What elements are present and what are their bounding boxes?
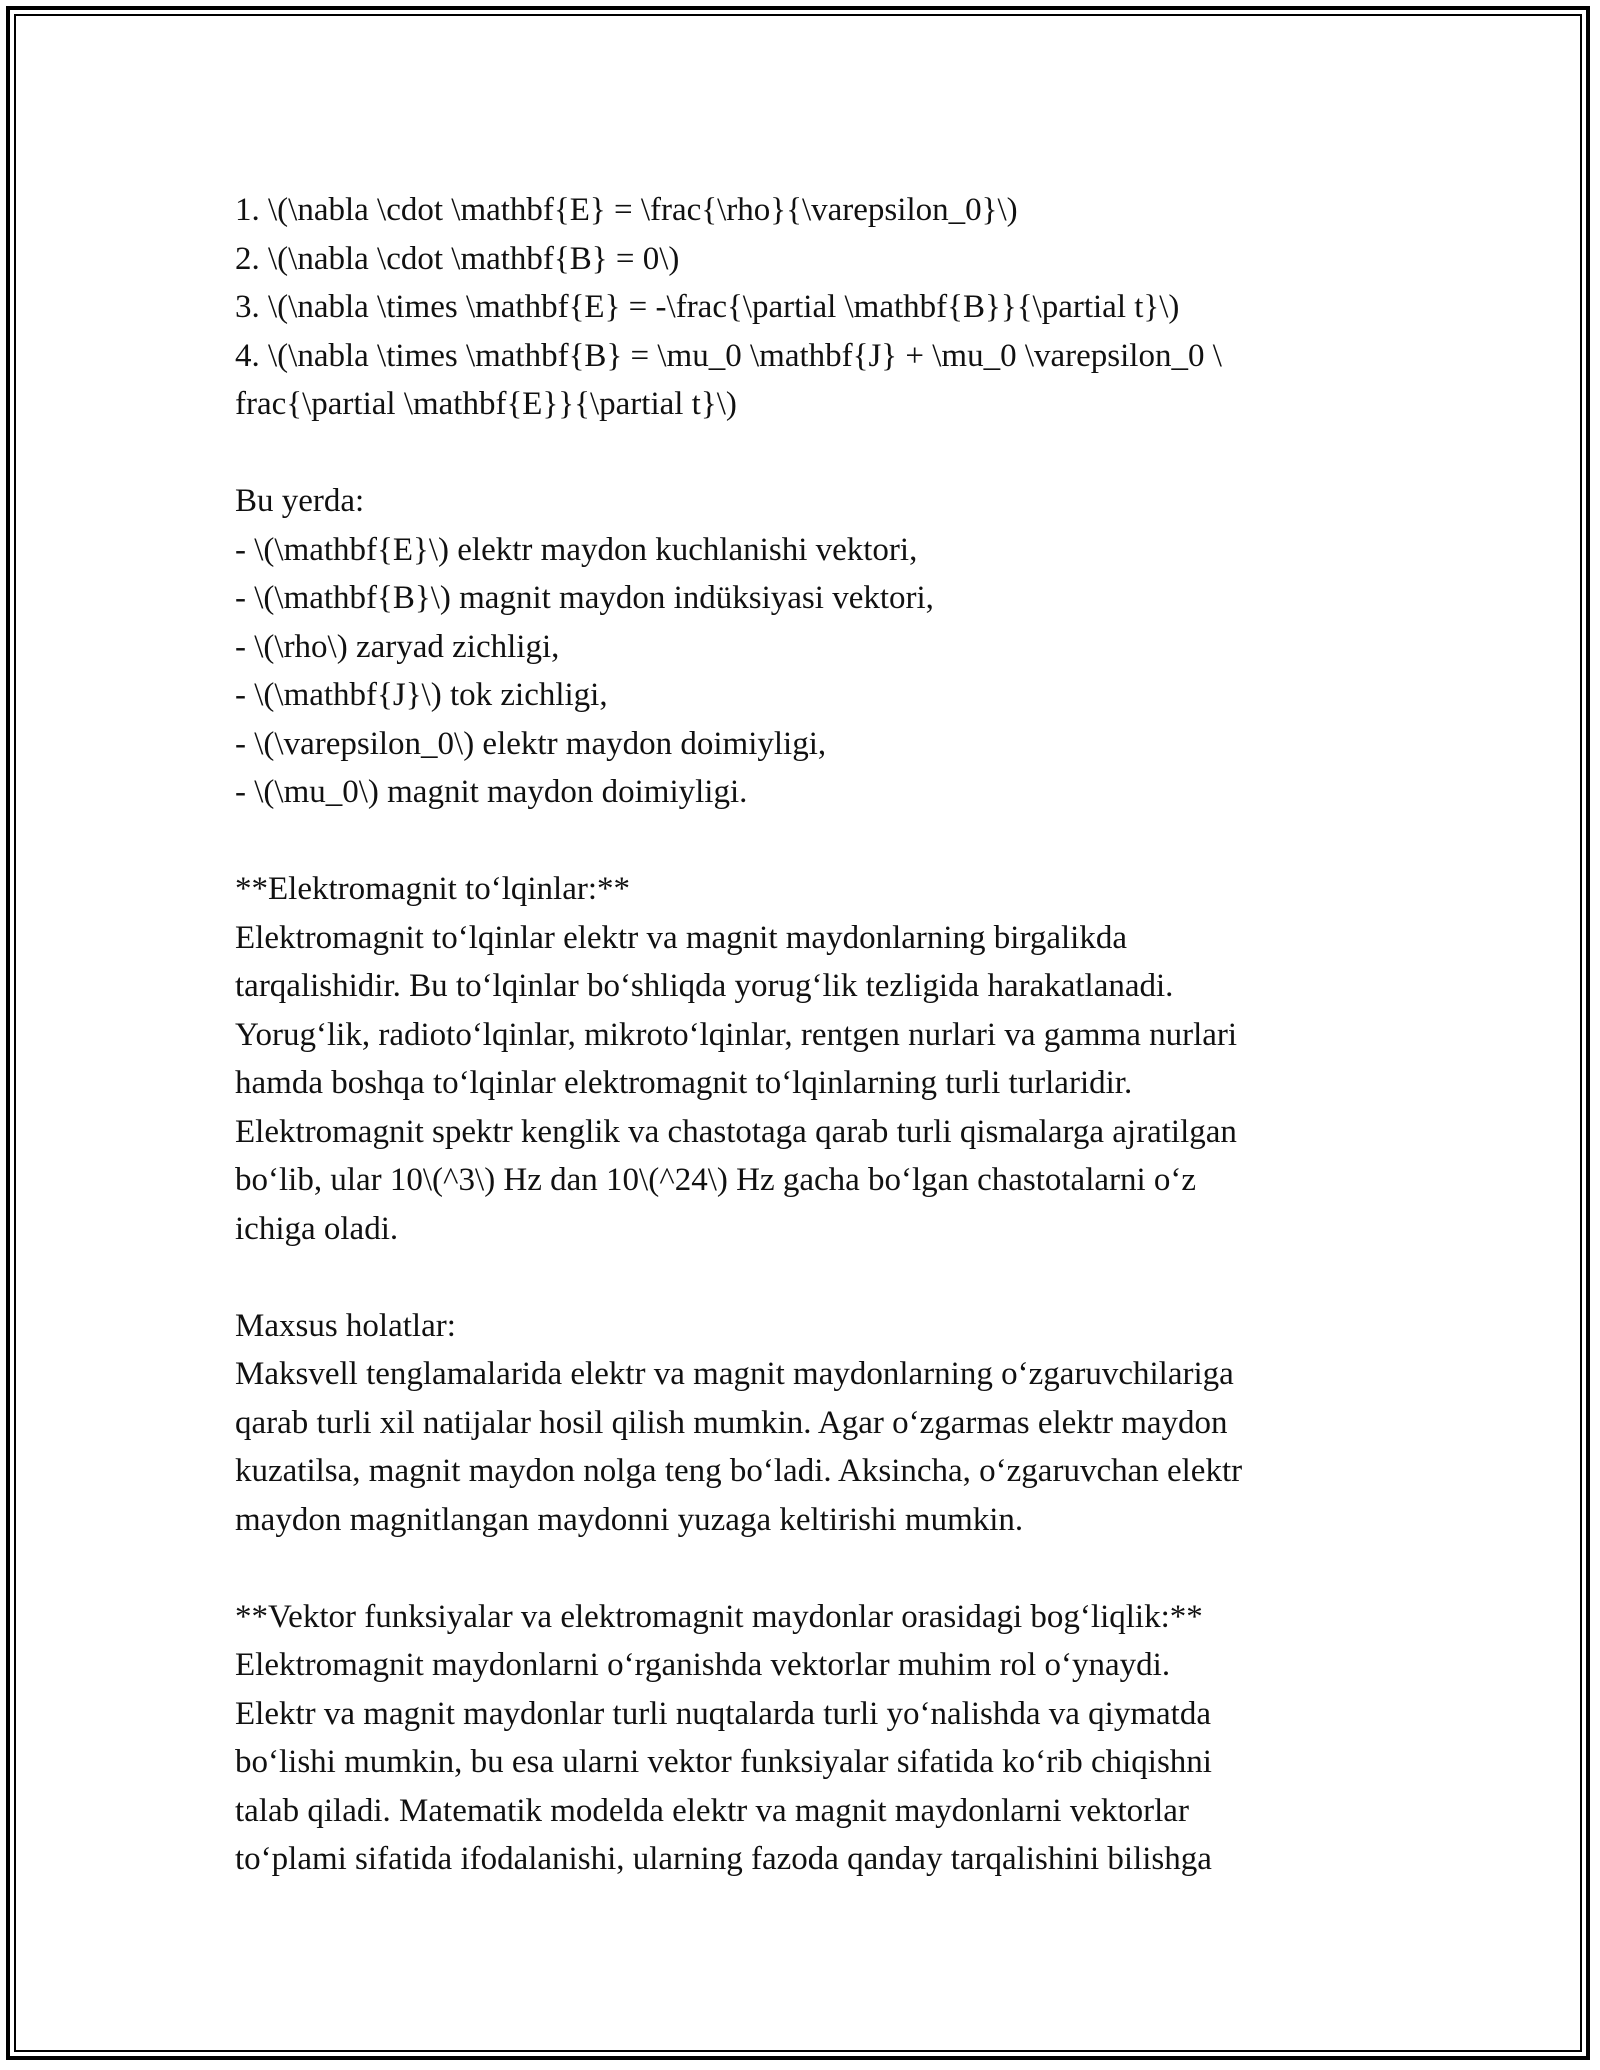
paragraph-spacer — [235, 817, 1375, 866]
definition-item: - \(\mathbf{J}\) tok zichligi, — [235, 677, 608, 713]
waves-section — [235, 865, 1375, 1253]
paragraph-spacer — [235, 1253, 1375, 1302]
paragraph-line: Elektromagnit spektr kenglik va chastotaga qarab turli qismalarga ajratilgan — [235, 1113, 1237, 1150]
paragraph-line: bo‘lib, ular 10\(^3\) Hz dan 10\(^24\) Hz gacha bo‘lgan chastotalarni o‘z — [235, 1162, 1197, 1198]
definitions-block — [235, 477, 1375, 817]
definition-item: - \(\mathbf{E}\) elektr maydon kuchlanishi vektori, — [235, 531, 918, 568]
paragraph-line: Elektromagnit maydonlarni o‘rganishda vektorlar muhim rol o‘ynaydi. — [235, 1647, 1171, 1683]
equations-block — [235, 186, 1375, 429]
paragraph-line: kuzatilsa, magnit maydon nolga teng bo‘ladi. Aksincha, o‘zgaruvchan elektr — [235, 1453, 1243, 1489]
equation-line: 3. \(\nabla \times \mathbf{E} = -\frac{\partial \mathbf{B}}{\partial t}\) — [235, 289, 1180, 325]
document-body — [235, 186, 1375, 1884]
paragraph-line: hamda boshqa to‘lqinlar elektromagnit to‘lqinlarning turli turlaridir. — [235, 1065, 1133, 1101]
paragraph-line: qarab turli xil natijalar hosil qilish mumkin. Agar o‘zgarmas elektr maydon — [235, 1404, 1228, 1441]
equation-line: 4. \(\nabla \times \mathbf{B} = \mu_0 \mathbf{J} + \mu_0 \varepsilon_0 \ — [235, 337, 1222, 374]
section-heading: **Elektromagnit to‘lqinlar:** — [235, 871, 631, 907]
vectors-section — [235, 1593, 1375, 1884]
section-heading: **Vektor funksiyalar va elektromagnit maydonlar orasidagi bog‘liqlik:** — [235, 1598, 1203, 1635]
paragraph-line: tarqalishidir. Bu to‘lqinlar bo‘shliqda yorug‘lik tezligida harakatlanadi. — [235, 968, 1174, 1004]
paragraph-spacer — [235, 429, 1375, 478]
paragraph-line: ichiga oladi. — [235, 1210, 399, 1247]
special-cases-section — [235, 1302, 1375, 1545]
paragraph-line: Elektr va magnit maydonlar turli nuqtalarda turli yo‘nalishda va qiymatda — [235, 1695, 1211, 1732]
paragraph-line: bo‘lishi mumkin, bu esa ularni vektor funksiyalar sifatida ko‘rib chiqishni — [235, 1744, 1212, 1780]
definition-item: - \(\mu_0\) magnit maydon doimiyligi. — [235, 774, 748, 810]
equation-line: frac{\partial \mathbf{E}}{\partial t}\) — [235, 386, 737, 422]
paragraph-line: maydon magnitlangan maydonni yuzaga keltirishi mumkin. — [235, 1501, 1024, 1538]
paragraph-line: Maksvell tenglamalarida elektr va magnit maydonlarning o‘zgaruvchilariga — [235, 1356, 1234, 1392]
definition-item: - \(\rho\) zaryad zichligi, — [235, 628, 560, 665]
paragraph-line: talab qiladi. Matematik modelda elektr va magnit maydonlarni vektorlar — [235, 1792, 1189, 1829]
paragraph-line: Yorug‘lik, radioto‘lqinlar, mikroto‘lqinlar, rentgen nurlari va gamma nurlari — [235, 1016, 1238, 1053]
equation-line: 2. \(\nabla \cdot \mathbf{B} = 0\) — [235, 240, 680, 277]
paragraph-spacer — [235, 1544, 1375, 1593]
section-heading: Maxsus holatlar: — [235, 1307, 456, 1344]
definitions-heading: Bu yerda: — [235, 483, 365, 519]
equation-line: 1. \(\nabla \cdot \mathbf{E} = \frac{\rho}{\varepsilon_0}\) — [235, 192, 1018, 228]
definition-item: - \(\mathbf{B}\) magnit maydon indüksiyasi vektori, — [235, 580, 934, 616]
definition-item: - \(\varepsilon_0\) elektr maydon doimiyligi, — [235, 725, 827, 762]
paragraph-line: to‘plami sifatida ifodalanishi, ularning fazoda qanday tarqalishini bilishga — [235, 1841, 1212, 1877]
paragraph-line: Elektromagnit to‘lqinlar elektr va magnit maydonlarning birgalikda — [235, 919, 1127, 956]
